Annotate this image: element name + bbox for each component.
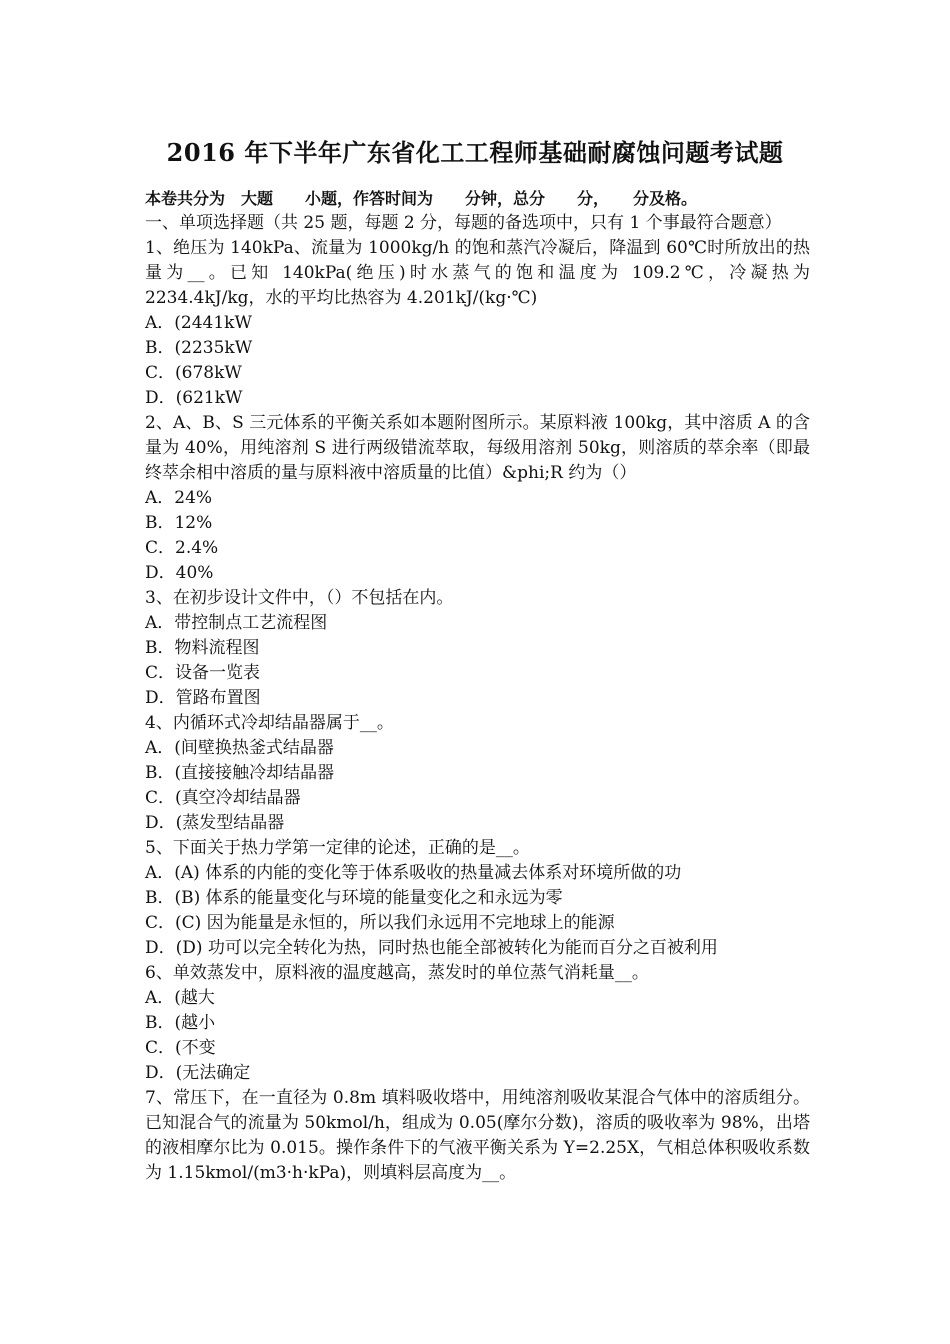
option-a: A．(2441kW [145,313,252,333]
option-d: D．40% [145,563,214,583]
option-c: C．(C) 因为能量是永恒的，所以我们永远用不完地球上的能源 [145,913,615,933]
option-b: B．(B) 体系的能量变化与环境的能量变化之和永远为零 [145,888,563,908]
question-stem: 1、绝压为 140kPa、流量为 1000kg/h 的饱和蒸汽冷凝后，降温到 60℃时所放出的热量为__。已知 140kPa(绝压)时水蒸气的饱和温度为 109.2℃，冷凝热为 2234.4kJ/kg，水的平均比热容为 4.201kJ/(kg·℃) [145,238,810,308]
option-c: C．(678kW [145,363,242,383]
question-stem: 3、在初步设计文件中，（）不包括在内。 [145,588,454,608]
document-title: 2016 年下半年广东省化工工程师基础耐腐蚀问题考试题 [166,138,784,167]
question-6 [145,961,810,1086]
question-stem: 4、内循环式冷却结晶器属于__。 [145,713,394,733]
option-a: A．(越大 [145,988,215,1008]
question-2 [145,411,810,586]
option-c: C．(真空冷却结晶器 [145,788,301,808]
section-heading: 一、单项选择题（共 25 题，每题 2 分，每题的备选项中，只有 1 个事最符合题意） [145,213,782,233]
question-4 [145,711,810,836]
option-a: A．(A) 体系的内能的变化等于体系吸收的热量减去体系对环境所做的功 [145,863,682,883]
option-c: C．设备一览表 [145,663,261,683]
option-a: A．(间壁换热釜式结晶器 [145,738,334,758]
question-7 [145,1086,810,1186]
exam-intro: 本卷共分为 大题 小题，作答时间为 分钟，总分 分， 分及格。 [145,189,698,208]
option-d: D．(D) 功可以完全转化为热，同时热也能全部被转化为能而百分之百被利用 [145,938,718,958]
question-stem: 5、下面关于热力学第一定律的论述，正确的是__。 [145,838,530,858]
option-b: B．(越小 [145,1013,216,1033]
question-3 [145,586,810,711]
option-d: D．(蒸发型结晶器 [145,813,285,833]
question-5 [145,836,810,961]
question-stem: 2、A、B、S 三元体系的平衡关系如本题附图所示。某原料液 100kg，其中溶质 A 的含量为 40%，用纯溶剂 S 进行两级错流萃取，每级用溶剂 50kg，则溶质的萃余率（即最终萃余相中溶质的量与原料液中溶质量的比值）&phi;R 约为（） [145,413,810,483]
document-body [145,186,810,1186]
option-d: D．(无法确定 [145,1063,251,1083]
option-c: C．(不变 [145,1038,216,1058]
option-d: D．(621kW [145,388,243,408]
option-b: B．12% [145,513,213,533]
option-a: A．带控制点工艺流程图 [145,613,328,633]
option-b: B．物料流程图 [145,638,260,658]
option-d: D．管路布置图 [145,688,261,708]
option-b: B．(直接接触冷却结晶器 [145,763,335,783]
option-a: A．24% [145,488,213,508]
question-stem: 6、单效蒸发中，原料液的温度越高，蒸发时的单位蒸气消耗量__。 [145,963,649,983]
option-b: B．(2235kW [145,338,253,358]
question-stem: 7、常压下，在一直径为 0.8m 填料吸收塔中，用纯溶剂吸收某混合气体中的溶质组分。已知混合气的流量为 50kmol/h，组成为 0.05(摩尔分数)，溶质的吸收率为 98%，出塔的液相摩尔比为 0.015。操作条件下的气液平衡关系为 Y=2.25X，气相总体积吸收系数为 1.15kmol/(m3·h·kPa)，则填料层高度为__。 [145,1088,810,1183]
option-c: C．2.4% [145,538,219,558]
question-1 [145,236,810,411]
